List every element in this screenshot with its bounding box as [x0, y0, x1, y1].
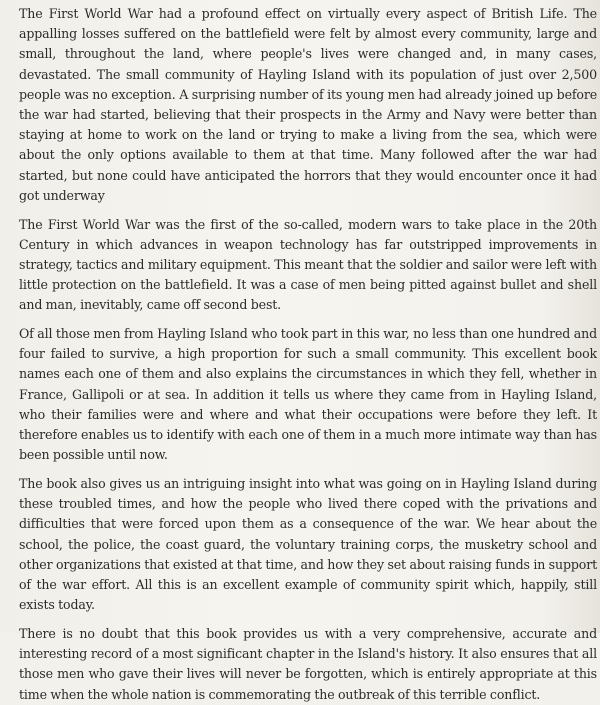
paragraph-5: There is no doubt that this book provides us with a very comprehensive, accurate and interesting record of a most significant chapter in the Island's history. It also ensures that all those men who gave their lives will never be forgotten, which is entirely appropriate at this time when the whole nation is commemorating the outbreak of this terrible conflict.	[19, 625, 597, 702]
paragraph-2: The First World War was the first of the so-called, modern wars to take place in the 20th Century in which advances in weapon technology has far outstripped improvements in strategy, tactics and military equipment. This meant that the soldier and sailor were left with little protection on the battlefield. It was a case of men being pitted against bullet and shell and man, inevitably, came off second best.	[19, 216, 597, 313]
paragraph-3: Of all those men from Hayling Island who took part in this war, no less than one hundred and four failed to survive, a high proportion for such a small community. This excellent book names each one of them and also explains the circumstances in which they fell, whether in France, Gallipoli or at sea. In addition it tells us where they came from in Hayling Island, who their families were and where and what their occupations were before they left. It therefore enables us to identify with each one of them in a much more intimate way than has been possible until now.	[19, 326, 597, 463]
paragraph-1: The First World War had a profound effect on virtually every aspect of British Life. The appalling losses suffered on the battlefield were felt by almost every community, large and small, throughout the land, where people's lives were changed and, in many cases, devastated. The small community of Hayling Island with its population of just over 2,500 people was no exception. A surprising number of its young men had already joined up before the war had started, believing that their prospects in the Army and Navy were better than staying at home to work on the land or trying to make a living from the sea, which were about the only options available to them at that time. Many followed after the war had started, but none could have anticipated the horrors that they would encounter once it had got underway	[19, 6, 597, 203]
body-text	[19, 4, 597, 705]
paragraph-4: The book also gives us an intriguing insight into what was going on in Hayling Island during these troubled times, and how the people who lived there coped with the privations and difficulties that were forced upon them as a consequence of the war. We hear about the school, the police, the coast guard, the voluntary training corps, the musketry school and other organizations that existed at that time, and how they set about raising funds in support of the war effort. All this is an excellent example of community spirit which, happily, still exists today.	[19, 475, 597, 613]
